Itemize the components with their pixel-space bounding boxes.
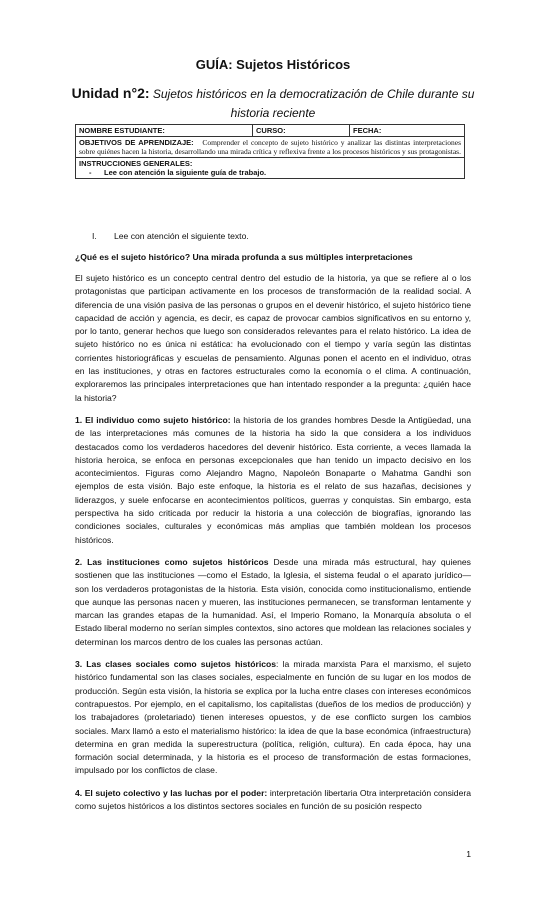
paragraph-3-heading: 3. Las clases sociales como sujetos históricos — [75, 659, 277, 670]
unit-heading — [70, 84, 476, 123]
objectives-text: Comprender el concepto de sujeto histórico y analizar las distintas interpretaciones sobre quiénes hacen la historia, desarrollando una mirada crítica y reflexiva frente a los procesos históricos y sus protagonistas. — [79, 138, 462, 156]
paragraph-2-heading: 2. Las instituciones como sujetos históricos — [75, 556, 269, 567]
student-name-label: NOMBRE ESTUDIANTE: — [79, 126, 165, 135]
paragraph-4 — [75, 787, 471, 814]
page-title: GUÍA: Sujetos Históricos — [195, 57, 351, 72]
paragraph-1-text: la historia de los grandes hombres Desde la Antigüedad, una de las interpretaciones más comunes de la historia ha sido la que considera a los individuos destacados como los verdaderos hacedores del devenir histórico. Esta corriente, a veces llamada la historia heroica, se enfoca en personas excepcionales que han tenido un impacto decisivo en los acontecimientos. Figuras como Alejandro Magno, Napoleón Bonaparte o Mahatma Gandhi son ejemplos de esta visión. Bajo este enfoque, la historia es el relato de sus hazañas, decisiones y liderazgos, y suele enfocarse en acontecimientos políticos, guerras y conquistas. Sin embargo, esta perspectiva ha sido criticada por reducir la historia a una colección de biografías, ignorando las condiciones sociales, culturales y económicas más amplias que también moldean los procesos históricos. — [75, 414, 471, 545]
section-instruction — [92, 231, 249, 241]
date-label: FECHA: — [353, 126, 382, 135]
paragraph-4-text: interpretación libertaria Otra interpretación considera como sujetos históricos a los distintos sectores sociales en función de su posición respecto — [75, 787, 472, 811]
section-number: I. — [92, 231, 97, 241]
page-number: 1 — [466, 849, 471, 859]
student-info-table — [75, 124, 465, 179]
intro-paragraph: El sujeto histórico es un concepto central dentro del estudio de la historia, ya que se refiere al o los protagonistas que participan activamente en los procesos de transformación de la realidad social. A diferencia de una visión pasiva de las personas o grupos en el devenir histórico, el sujeto histórico tiene capacidad de acción y agencia, es decir, es capaz de provocar cambios significativos en su entorno y, por lo tanto, generar hechos que luego son considerados relevantes para el relato histórico. La idea de sujeto histórico no es única ni estática: ha evolucionado con el tiempo y varía según las distintas corrientes historiográficas y escuelas de pensamiento. Algunas ponen el acento en el individuo, otras en las instituciones, y otras en factores estructurales como la economía o el clima. A continuación, exploraremos las principales interpretaciones que han intentado responder a la pregunta: ¿quién hace la historia? — [75, 273, 471, 403]
instructions-cell — [76, 158, 465, 179]
unit-text: Sujetos históricos en la democratización de Chile durante su historia reciente — [152, 87, 475, 120]
paragraph-1-heading: 1. El individuo como sujeto histórico: — [75, 414, 231, 425]
unit-label: Unidad n°2: — [71, 85, 150, 101]
instructions-label: INSTRUCCIONES GENERALES: — [79, 159, 193, 168]
date-cell[interactable] — [350, 125, 465, 137]
course-label: CURSO: — [256, 126, 286, 135]
section-text: Lee con atención el siguiente texto. — [114, 231, 249, 241]
paragraph-2-text: Desde una mirada más estructural, hay quienes sostienen que las instituciones —como el Estado, la Iglesia, el sistema feudal o el aparato jurídico— son los verdaderos protagonistas de la historia. Esta visión, conocida como institucionalismo, entiende que aunque las personas nacen y mueren, las instituciones permanecen, se transforman lentamente y marcan las grandes etapas de la humanidad. Así, el Imperio Romano, la Monarquía absoluta o el Estado liberal moderno no serían simples contextos, sino actores que moldean las relaciones sociales y determinan los marcos dentro de los cuales las personas actúan. — [75, 556, 471, 647]
course-cell[interactable] — [253, 125, 350, 137]
paragraph-2 — [75, 556, 471, 649]
objectives-cell — [76, 137, 465, 158]
student-name-cell[interactable] — [76, 125, 253, 137]
paragraph-3 — [75, 658, 471, 778]
article-body — [75, 272, 471, 822]
question-heading: ¿Qué es el sujeto histórico? Una mirada profunda a sus múltiples interpretaciones — [75, 252, 413, 262]
instructions-item: - Lee con atención la siguiente guía de trabajo. — [89, 168, 267, 177]
paragraph-1 — [75, 414, 471, 547]
paragraph-3-text: : la mirada marxista Para el marxismo, el sujeto histórico fundamental son las clases sociales, especialmente en función de su lugar en los modos de producción. Según esta visión, la historia se explica por la lucha entre clases con intereses económicos contrapuestos. Por ejemplo, en el capitalismo, los capitalistas (dueños de los medios de producción) y los trabajadores (proletariado) tienen intereses opuestos, y de ese conflicto surgen los cambios sociales. Marx llamó a esto el materialismo histórico: la idea de que la base económica (infraestructura) determina en gran medida la superestructura (política, religión, cultura). En cada época, hay una formación social determinada, y la historia es el proceso de transformación de estas formaciones, impulsado por los conflictos de clase. — [75, 659, 471, 776]
objectives-label: OBJETIVOS DE APRENDIZAJE: — [79, 138, 194, 147]
paragraph-4-heading: 4. El sujeto colectivo y las luchas por el poder: — [75, 787, 268, 798]
